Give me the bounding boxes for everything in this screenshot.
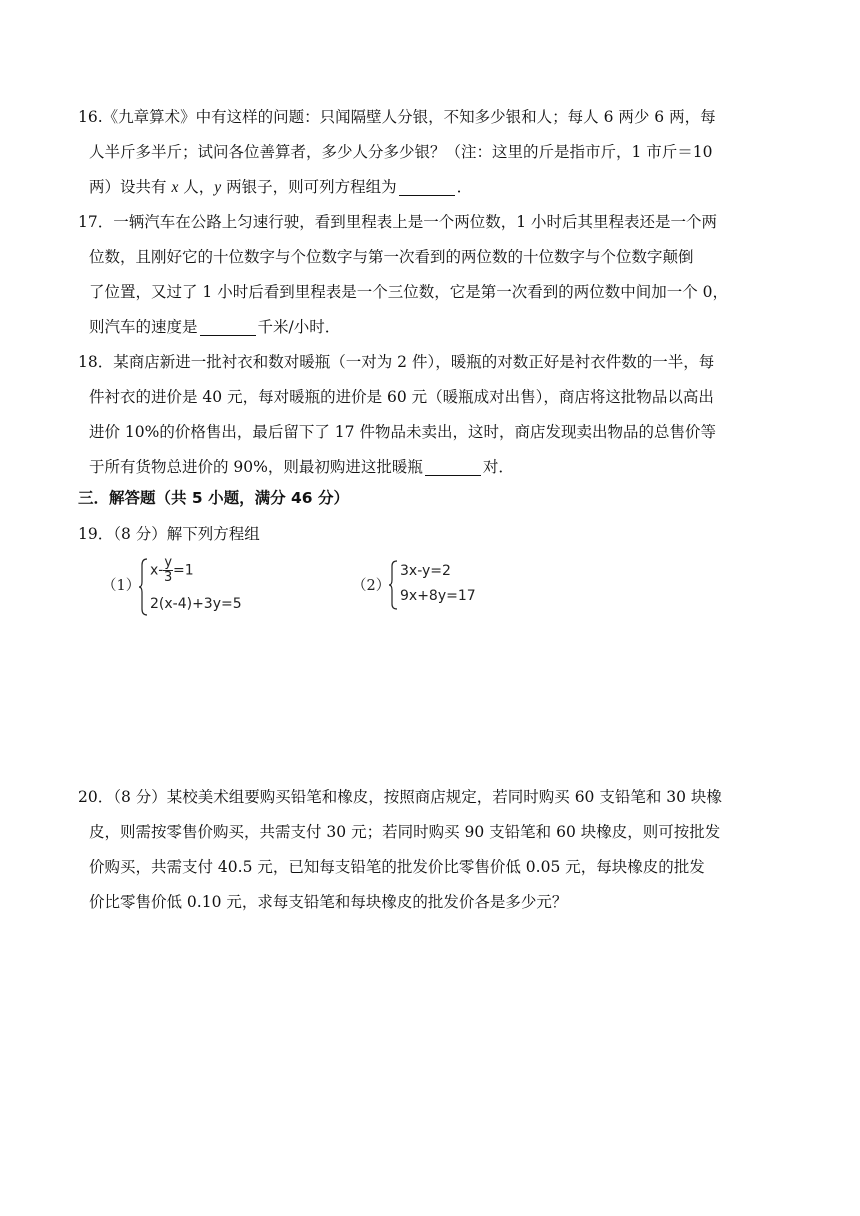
system-1-equation-1: x- $\frac{y}{3}$ =1	[150, 555, 194, 585]
variable-x: x	[171, 179, 179, 196]
question-16	[78, 100, 793, 205]
system-1-label: （1）	[102, 578, 141, 594]
question-20	[78, 780, 793, 920]
q17-line-1: 17．一辆汽车在公路上匀速行驶，看到里程表上是一个两位数，1 小时后其里程表还是一个两	[78, 213, 718, 231]
system-1-equation-2: 2(x-4)+3y=5	[150, 596, 242, 612]
system-2-label: （2）	[352, 578, 391, 594]
q20-line-2: 皮，则需按零售价购买，共需支付 30 元；若同时购买 90 支铅笔和 60 块橡皮，则可按批发	[89, 823, 721, 841]
q16-line-1: 16.《九章算术》中有这样的问题：只闻隔壁人分银，不知多少银和人；每人 6 两少 6 两，每	[78, 108, 716, 126]
q16-line-3: 两）设共有 x 人，y 两银子，则可列方程组为 ．	[89, 178, 473, 196]
answer-blank-q16[interactable]	[399, 177, 455, 196]
q17-line-3: 了位置，又过了 1 小时后看到里程表是一个三位数，它是第一次看到的两位数中间加一个 0，	[89, 283, 729, 301]
answer-blank-q17[interactable]	[200, 317, 256, 336]
question-17	[78, 205, 793, 345]
q16-line-2: 人半斤多半斤；试问各位善算者，多少人分多少银？（注：这里的斤是指市斤，1 市斤＝10	[89, 143, 713, 161]
system-2-equation-2: 9x+8y=17	[400, 588, 476, 604]
q18-line-1: 18．某商店新进一批衬衣和数对暖瓶（一对为 2 件），暖瓶的对数正好是衬衣件数的一半，每	[78, 353, 715, 371]
q20-line-3: 价购买，共需支付 40.5 元，已知每支铅笔的批发价比零售价低 0.05 元，每块橡皮的批发	[89, 858, 705, 876]
left-brace-icon	[138, 558, 148, 616]
question-18	[78, 345, 793, 485]
fraction-y-over-3: $\frac{y}{3}$	[164, 555, 173, 585]
q20-line-4: 价比零售价低 0.10 元，求每支铅笔和每块橡皮的批发价各是多少元？	[89, 893, 568, 911]
section-3-heading: 三．解答题（共 5 小题，满分 46 分）	[78, 489, 349, 507]
variable-y: y	[214, 179, 222, 196]
q18-line-2: 件衬衣的进价是 40 元，每对暖瓶的进价是 60 元（暖瓶成对出售），商店将这批物品以高出	[89, 388, 714, 406]
answer-blank-q18[interactable]	[425, 457, 481, 476]
system-2-equation-1: 3x-y=2	[400, 563, 451, 579]
question-19-title: 19．（8 分）解下列方程组	[78, 525, 260, 543]
q17-line-4: 则汽车的速度是 千米/小时．	[89, 318, 341, 336]
q20-line-1: 20．（8 分）某校美术组要购买铅笔和橡皮，按照商店规定，若同时购买 60 支铅笔和 30 块橡	[78, 788, 722, 806]
q18-line-3: 进价 10%的价格售出，最后留下了 17 件物品未卖出，这时，商店发现卖出物品的总售价等	[89, 423, 716, 441]
left-brace-icon	[388, 560, 398, 610]
q18-line-4: 于所有货物总进价的 90%，则最初购进这批暖瓶 对．	[89, 458, 514, 476]
q17-line-2: 位数，且刚好它的十位数字与个位数字与第一次看到的两位数的十位数字与个位数字颠倒	[89, 248, 694, 266]
equation-system-1	[102, 556, 302, 618]
equation-system-2	[352, 556, 512, 618]
